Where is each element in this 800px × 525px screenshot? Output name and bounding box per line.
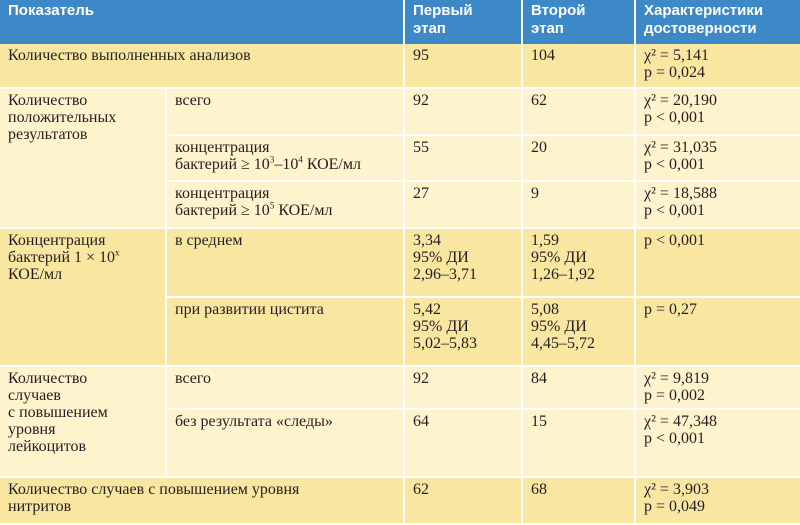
concentration-line2: бактерий 1 × 10 (8, 248, 116, 266)
row-analyses-stage2: 104 (522, 44, 635, 88)
positive-conc-a-label (166, 135, 404, 181)
conc-b-line1: концентрация (175, 185, 270, 203)
conc-avg-stat: p < 0,001 (635, 228, 800, 297)
positive-conc-a-stage1: 55 (404, 135, 522, 181)
conc-avg-label: в среднем (166, 228, 404, 297)
conc-cystitis-stage2: 5,08 95% ДИ 4,45–5,72 (522, 297, 635, 366)
leuk-total-label: всего (166, 366, 404, 409)
conc-a-sup-b: 4 (298, 154, 303, 165)
header-reliability: Характеристики достоверности (635, 0, 800, 44)
conc-a-sup-a: 3 (269, 154, 275, 165)
row-analyses-stage1: 95 (404, 44, 522, 88)
header-row (0, 0, 800, 44)
concentration-line1: Концентрация (8, 231, 106, 249)
table-row (0, 366, 800, 409)
leuk-total-stage2: 84 (522, 366, 635, 409)
conc-avg-stage1: 3,34 95% ДИ 2,96–3,71 (404, 228, 522, 297)
concentration-sup: x (115, 247, 120, 258)
row-analyses-stat: χ² = 5,141 p = 0,024 (635, 44, 800, 88)
positive-conc-a-stage2: 20 (522, 135, 635, 181)
conc-b-line2a: бактерий ≥ 10 (175, 202, 270, 220)
group-leukocytes-label: Количество случаев с повышением уровня лейкоцитов (0, 366, 166, 477)
conc-b-line2b: КОЕ/мл (274, 202, 333, 220)
row-nitrites-label: Количество случаев с повышением уровня нитритов (0, 477, 404, 524)
positive-total-stat: χ² = 20,190 p < 0,001 (635, 88, 800, 134)
group-positive-label: Количество положительных результатов (0, 88, 166, 227)
leuk-no-traces-label: без результата «следы» (166, 409, 404, 477)
row-nitrites-stat: χ² = 3,903 p = 0,049 (635, 477, 800, 524)
row-nitrites-stage2: 68 (522, 477, 635, 524)
row-analyses-label: Количество выполненных анализов (0, 44, 404, 88)
conc-cystitis-stage1: 5,42 95% ДИ 5,02–5,83 (404, 297, 522, 366)
positive-total-stage2: 62 (522, 88, 635, 134)
leuk-no-traces-stage2: 15 (522, 409, 635, 477)
conc-cystitis-stat: p = 0,27 (635, 297, 800, 366)
table-row (0, 477, 800, 524)
conc-a-line2b: –10 (274, 155, 299, 173)
leuk-no-traces-stage1: 64 (404, 409, 522, 477)
group-concentration-label (0, 228, 166, 366)
table-row (0, 228, 800, 297)
leuk-total-stat: χ² = 9,819 p = 0,002 (635, 366, 800, 409)
conc-a-line2c: КОЕ/мл (302, 155, 361, 173)
leuk-total-stage1: 92 (404, 366, 522, 409)
positive-total-stage1: 92 (404, 88, 522, 134)
header-stage2: Второй этап (522, 0, 635, 44)
positive-conc-b-stage2: 9 (522, 181, 635, 227)
row-nitrites-stage1: 62 (404, 477, 522, 524)
conc-b-sup: 5 (269, 200, 275, 211)
concentration-line3: КОЕ/мл (8, 265, 63, 283)
table-row (0, 88, 800, 134)
leuk-no-traces-stat: χ² = 47,348 p < 0,001 (635, 409, 800, 477)
table-row (0, 44, 800, 88)
header-indicator: Показатель (0, 0, 404, 44)
positive-conc-b-stage1: 27 (404, 181, 522, 227)
header-stage1: Первый этап (404, 0, 522, 44)
positive-total-label: всего (166, 88, 404, 134)
conc-a-line2a: бактерий ≥ 10 (175, 155, 270, 173)
conc-cystitis-label: при развитии цистита (166, 297, 404, 366)
conc-a-line1: концентрация (175, 138, 270, 156)
positive-conc-a-stat: χ² = 31,035 p < 0,001 (635, 135, 800, 181)
positive-conc-b-label (166, 181, 404, 227)
positive-conc-b-stat: χ² = 18,588 p < 0,001 (635, 181, 800, 227)
conc-avg-stage2: 1,59 95% ДИ 1,26–1,92 (522, 228, 635, 297)
